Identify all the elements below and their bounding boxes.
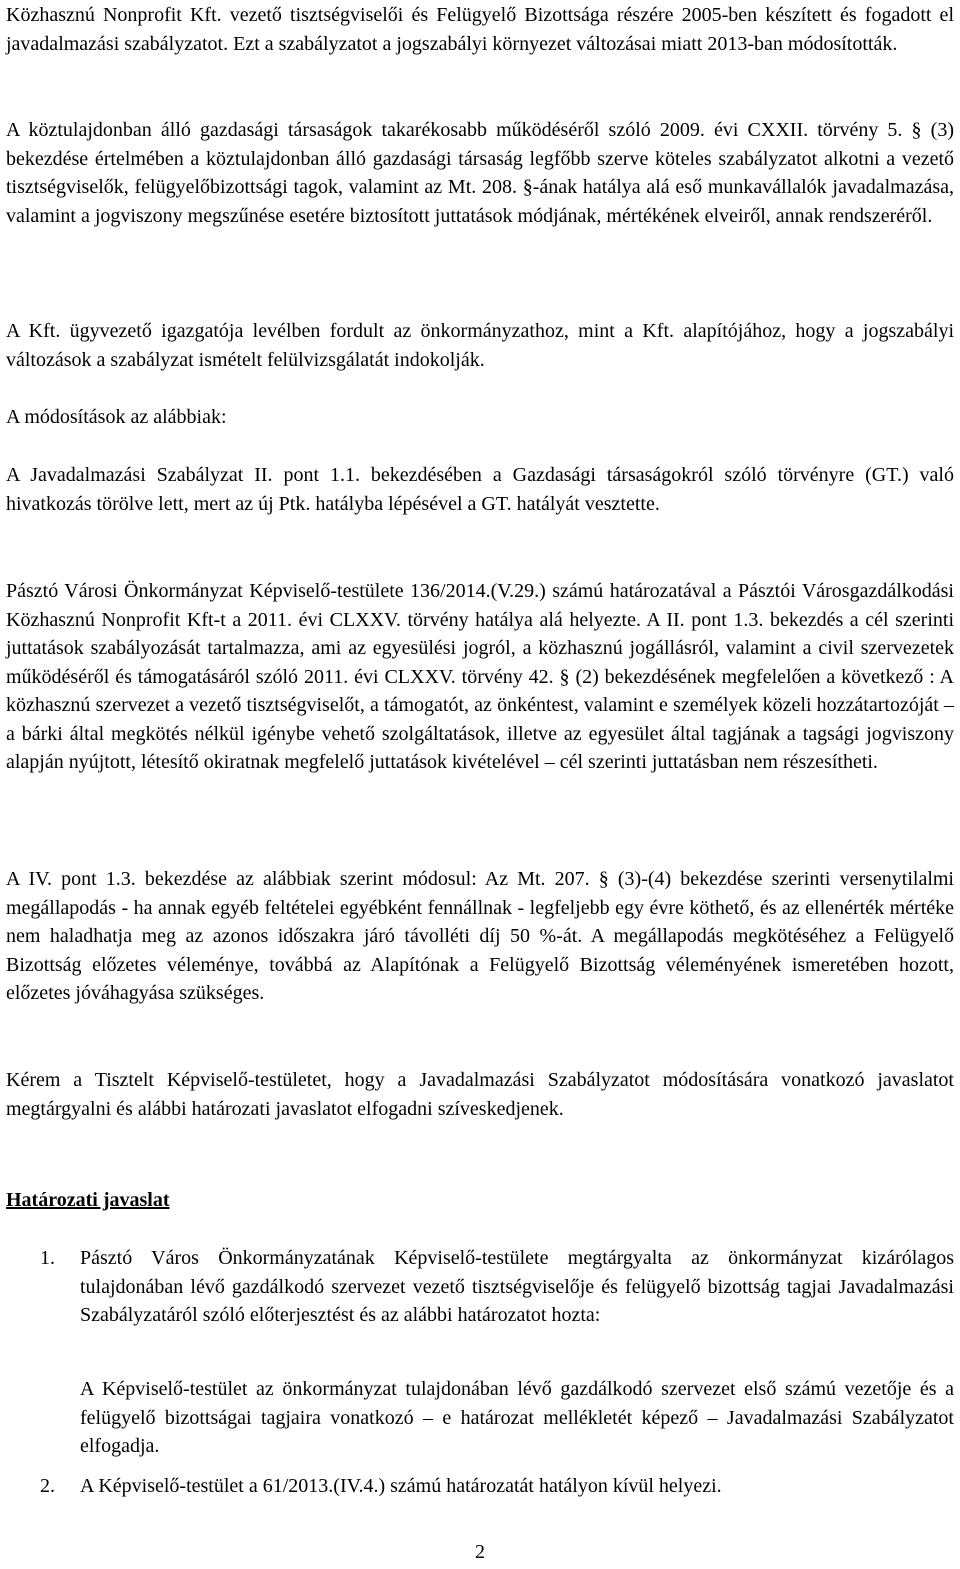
resolution-item-1-decision: A Képviselő-testület az önkormányzat tulajdonában lévő gazdálkodó szervezet első számú vezetője és a felügyelő bizottságai tagjaira vonatkozó – e határozat mellékletét képező – Javadalmazási Szabályzatot elfogadja. (80, 1378, 954, 1457)
modification-2-paragraph: Pásztó Városi Önkormányzat Képviselő-testülete 136/2014.(V.29.) számú határozatával a Pásztói Városgazdálkodási Közhasznú Nonprofit Kft-t a 2011. évi CLXXV. törvény hatálya alá helyezte. A II. pont 1.3. bekezdés a cél szerinti juttatások szabályozását tartalmazza, ami az egyesülési jogról, a közhasznú jogállásról, valamint a civil szervezetek működéséről és támogatásáról szóló 2011. évi CLXXV. törvény 42. § (2) bekezdésének megfelelően a következő : A közhasznú szervezet a vezető tisztségviselőt, a támogatót, az önkéntest, valamint e személyek közeli hozzátartozóját – a bárki által megkötés nélkül igénybe vehető szolgáltatások, illetve az egyesület által tagjának a tagsági jogviszony alapján nyújtott, létesítő okiratnak megfelelő juttatások kivételével – cél szerinti juttatásban nem részesítheti. (6, 580, 954, 773)
item-number: 2. (40, 1475, 55, 1497)
legal-basis-paragraph: A köztulajdonban álló gazdasági társaságok takarékosabb működéséről szóló 2009. évi CXXII. törvény 5. § (3) bekezdése értelmében a köztulajdonban álló gazdasági társaság legfőbb szerve köteles szabályzatot alkotni a vezető tisztségviselők, felügyelőbizottsági tagok, valamint az Mt. 208. §-ának hatálya alá eső munkavállalók javadalmazása, valamint a jogviszony megszűnése esetére biztosított juttatások módjának, mértékének elveiről, annak rendszeréről. (6, 119, 954, 227)
resolution-heading: Határozati javaslat (6, 1189, 170, 1211)
request-paragraph: Kérem a Tisztelt Képviselő-testületet, hogy a Javadalmazási Szabályzatot módosítására vonatkozó javaslatot megtárgyalni és alábbi határozati javaslatot elfogadni szíveskedjenek. (6, 1069, 954, 1120)
item-number: 1. (40, 1247, 55, 1269)
page-number: 2 (475, 1541, 485, 1563)
modifications-intro-paragraph: A módosítások az alábbiak: (6, 406, 227, 428)
item-text: A Képviselő-testület a 61/2013.(IV.4.) számú határozatát hatályon kívül helyezi. (80, 1475, 722, 1497)
modification-1-paragraph: A Javadalmazási Szabályzat II. pont 1.1. bekezdésében a Gazdasági társaságokról szóló törvényre (GT.) való hivatkozás törölve lett, mert az új Ptk. hatályba lépésével a GT. hatályát vesztette. (6, 464, 954, 515)
modification-3-paragraph: A IV. pont 1.3. bekezdése az alábbiak szerint módosul: Az Mt. 207. § (3)-(4) bekezdése szerinti versenytilalmi megállapodás - ha annak egyéb feltételei egyébként fennállnak - legfeljebb egy évre köthető, és az ellenérték mértéke nem haladhatja meg az azonos időszakra járó távolléti díj 50 %-át. A megállapodás megkötéséhez a Felügyelő Bizottság előzetes véleménye, továbbá az Alapítónak a Felügyelő Bizottság véleményének ismeretében hozott, előzetes jóváhagyása szükséges. (6, 868, 954, 1004)
item-text: Pásztó Város Önkormányzatának Képviselő-testülete megtárgyalta az önkormányzat kizárólagos tulajdonában lévő gazdálkodó szervezet vezető tisztségviselője és felügyelő bizottság tagjai Javadalmazási Szabályzatáról szóló előterjesztést és az alábbi határozatot hozta: (80, 1247, 954, 1326)
director-letter-paragraph: A Kft. ügyvezető igazgatója levélben fordult az önkormányzathoz, mint a Kft. alapítójához, hogy a jogszabályi változások a szabályzat ismételt felülvizsgálatát indokolják. (6, 320, 954, 371)
intro-paragraph: Közhasznú Nonprofit Kft. vezető tisztségviselői és Felügyelő Bizottsága részére 2005-ben készített és fogadott el javadalmazási szabályzatot. Ezt a szabályzatot a jogszabályi környezet változásai miatt 2013-ban módosították. (6, 4, 954, 55)
